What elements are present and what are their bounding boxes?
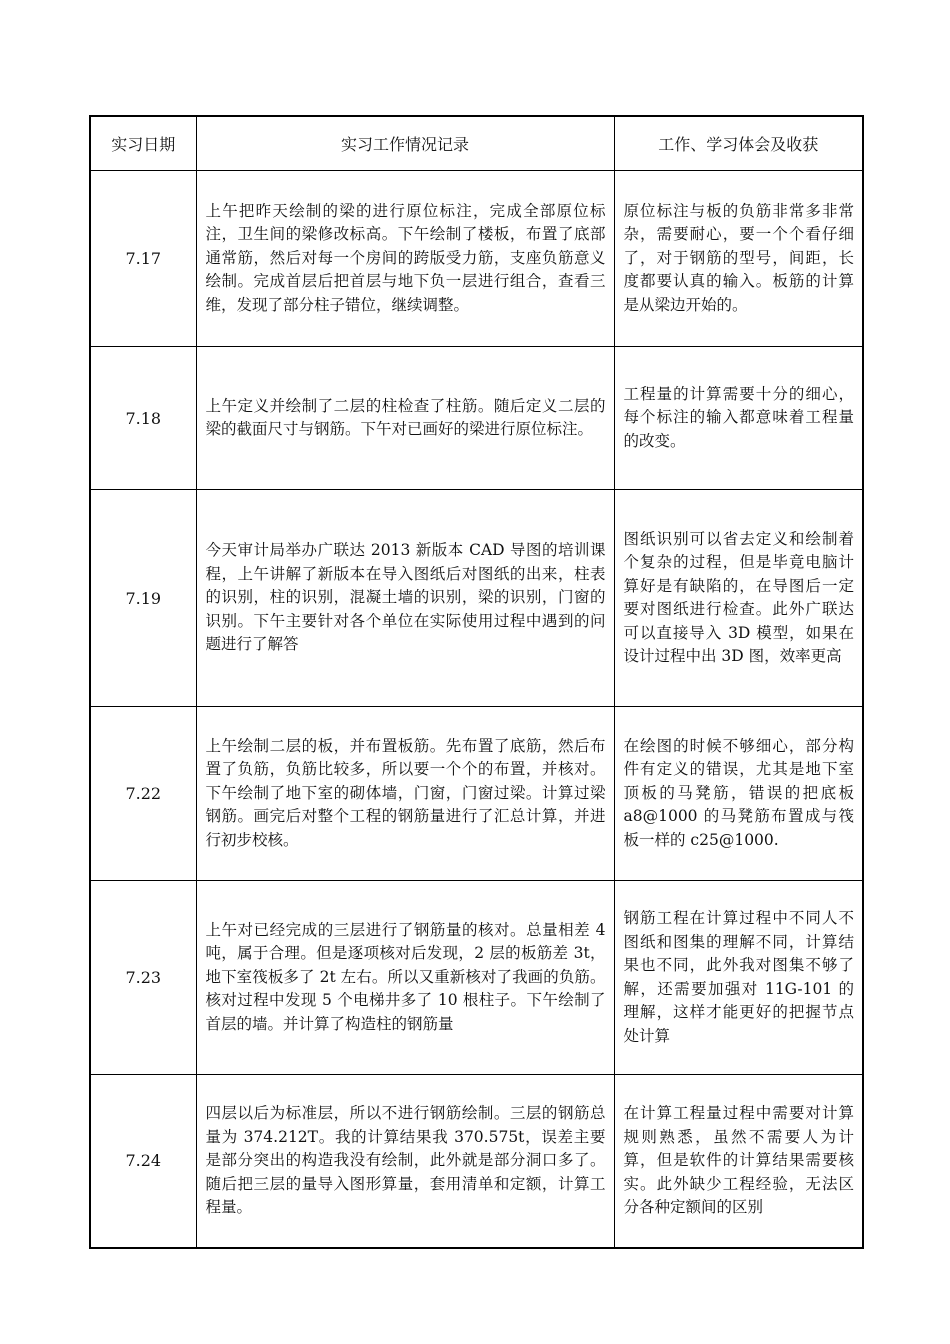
- row-experience-gain: 图纸识别可以省去定义和绘制着个复杂的过程，但是毕竟电脑计算好是有缺陷的，在导图后一定要对图纸进行检查。此外广联达可以直接导入 3D 模型，如果在设计过程中出 3D 图，效率更高: [614, 490, 863, 707]
- row-date: 7.22: [90, 707, 196, 881]
- row-experience-gain: 在计算工程量过程中需要对计算规则熟悉，虽然不需要人为计算，但是软件的计算结果需要核实。此外缺少工程经验，无法区分各种定额间的区别: [614, 1075, 863, 1248]
- row-date: 7.19: [90, 490, 196, 707]
- table-row: [90, 171, 863, 347]
- row-experience-gain: 工程量的计算需要十分的细心，每个标注的输入都意味着工程量的改变。: [614, 347, 863, 490]
- row-experience-gain: 原位标注与板的负筋非常多非常杂，需要耐心，要一个个看仔细了，对于钢筋的型号，间距，长度都要认真的输入。板筋的计算是从梁边开始的。: [614, 171, 863, 347]
- row-experience-gain: 在绘图的时候不够细心，部分构件有定义的错误，尤其是地下室顶板的马凳筋，错误的把底板 a8@1000 的马凳筋布置成与筏板一样的 c25@1000.: [614, 707, 863, 881]
- header-work-record: 实习工作情况记录: [196, 116, 614, 171]
- table-header-row: [90, 116, 863, 171]
- row-work-record: 上午定义并绘制了二层的柱检查了柱筋。随后定义二层的梁的截面尺寸与钢筋。下午对已画好的梁进行原位标注。: [196, 347, 614, 490]
- table-row: [90, 881, 863, 1075]
- table-row: [90, 490, 863, 707]
- row-work-record: 上午绘制二层的板，并布置板筋。先布置了底筋，然后布置了负筋，负筋比较多，所以要一个个的布置，并核对。下午绘制了地下室的砌体墙，门窗，门窗过梁。计算过梁钢筋。画完后对整个工程的钢筋量进行了汇总计算，并进行初步校核。: [196, 707, 614, 881]
- row-date: 7.23: [90, 881, 196, 1075]
- internship-log-table: [89, 115, 864, 1249]
- row-work-record: 今天审计局举办广联达 2013 新版本 CAD 导图的培训课程，上午讲解了新版本在导入图纸后对图纸的出来，柱表的识别，柱的识别，混凝土墙的识别，梁的识别，门窗的识别。下午主要针对各个单位在实际使用过程中遇到的问题进行了解答: [196, 490, 614, 707]
- row-work-record: 四层以后为标准层，所以不进行钢筋绘制。三层的钢筋总量为 374.212T。我的计算结果我 370.575t，误差主要是部分突出的构造我没有绘制，此外就是部分洞口多了。随后把三层的量导入图形算量，套用清单和定额，计算工程量。: [196, 1075, 614, 1248]
- table-row: [90, 347, 863, 490]
- header-experience-gain: 工作、学习体会及收获: [614, 116, 863, 171]
- table-row: [90, 1075, 863, 1248]
- row-date: 7.24: [90, 1075, 196, 1248]
- row-date: 7.18: [90, 347, 196, 490]
- row-work-record: 上午对已经完成的三层进行了钢筋量的核对。总量相差 4 吨，属于合理。但是逐项核对后发现，2 层的板筋差 3t，地下室筏板多了 2t 左右。所以又重新核对了我画的负筋。核对过程中发现 5 个电梯井多了 10 根柱子。下午绘制了首层的墙。并计算了构造柱的钢筋量: [196, 881, 614, 1075]
- header-date: 实习日期: [90, 116, 196, 171]
- table-row: [90, 707, 863, 881]
- row-experience-gain: 钢筋工程在计算过程中不同人不图纸和图集的理解不同，计算结果也不同，此外我对图集不够了解，还需要加强对 11G-101 的理解，这样才能更好的把握节点处计算: [614, 881, 863, 1075]
- row-date: 7.17: [90, 171, 196, 347]
- row-work-record: 上午把昨天绘制的梁的进行原位标注，完成全部原位标注，卫生间的梁修改标高。下午绘制了楼板，布置了底部通常筋，然后对每一个房间的跨版受力筋，支座负筋意义绘制。完成首层后把首层与地下负一层进行组合，查看三维，发现了部分柱子错位，继续调整。: [196, 171, 614, 347]
